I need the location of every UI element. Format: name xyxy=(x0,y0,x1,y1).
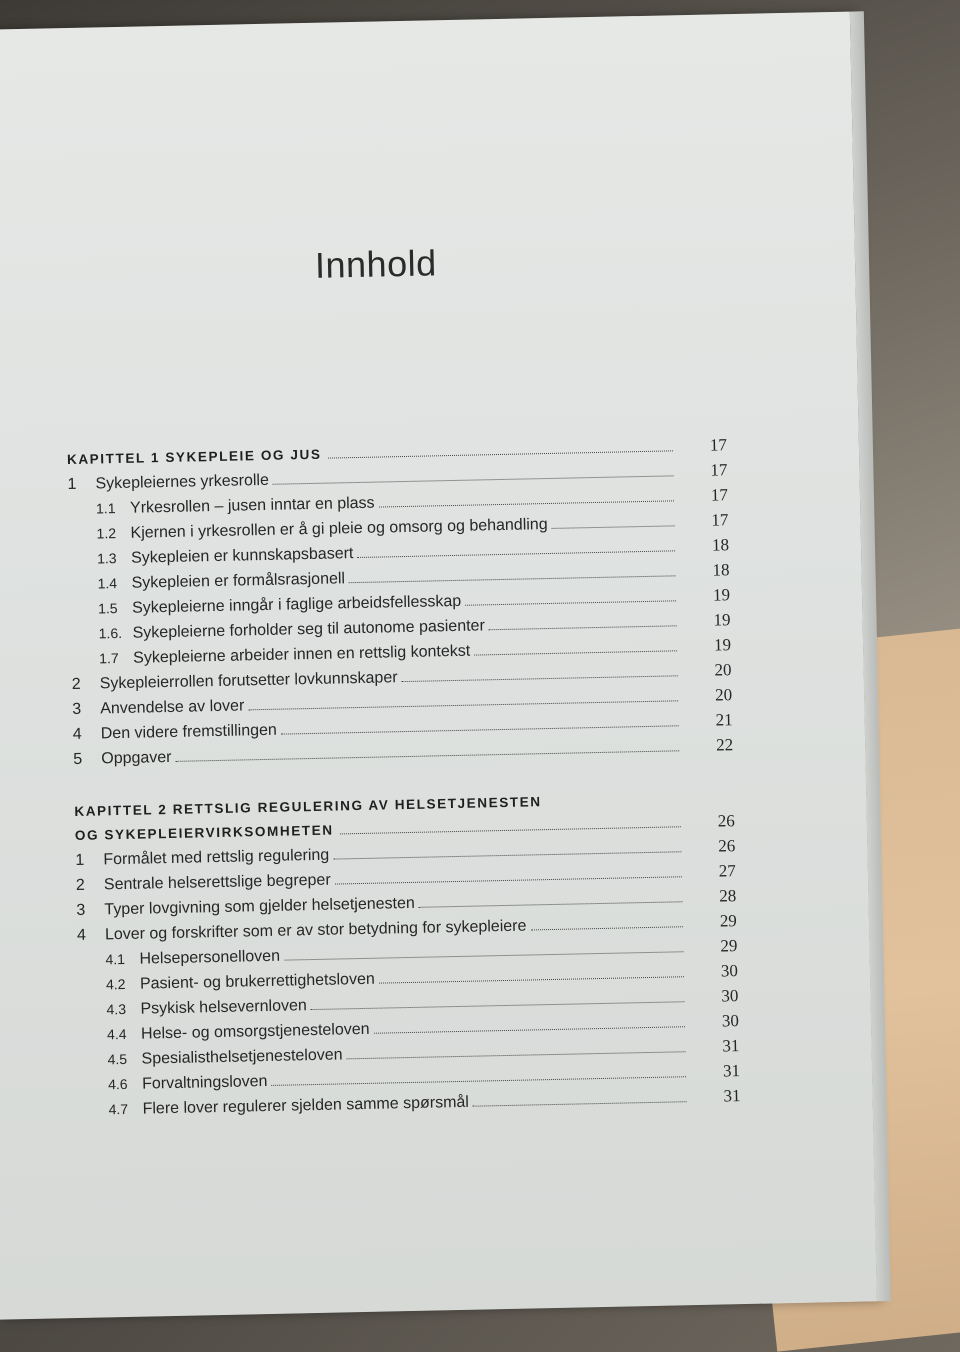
leader-dots xyxy=(333,851,681,859)
leader-dots xyxy=(347,1051,686,1059)
entry-page: 30 xyxy=(720,961,739,981)
entry-number: 1.3 xyxy=(96,550,117,567)
entry-page: 31 xyxy=(722,1061,741,1081)
entry-number: 1 xyxy=(67,475,77,494)
entry-title: Helsepersonelloven xyxy=(139,947,281,968)
leader-dots xyxy=(473,1101,687,1106)
entry-page: 22 xyxy=(715,735,734,755)
leader-dots xyxy=(281,725,679,734)
entry-page: 30 xyxy=(721,986,739,1006)
entry-title: Sykepleien er formålsrasjonell xyxy=(131,570,346,592)
entry-number: 1.1 xyxy=(95,500,116,517)
entry-title: Sykepleiernes yrkesrolle xyxy=(95,471,270,493)
entry-title: Sykepleierne arbeider innen en rettslig kontekst xyxy=(133,642,471,667)
chapter-1-heading: KAPITTEL 1 SYKEPLEIE OG JUS xyxy=(66,446,322,468)
leader-dots xyxy=(465,600,676,605)
entry-number: 2 xyxy=(71,675,81,694)
entry-number: 1.6. xyxy=(98,624,123,642)
entry-number: 1.7 xyxy=(99,650,119,667)
entry-number: 1.5 xyxy=(97,600,118,617)
entry-page: 30 xyxy=(721,1011,740,1031)
chapter-2-heading-line1: KAPITTEL 2 RETTSLIG REGULERING AV HELSETJENESTEN xyxy=(74,794,542,819)
entry-page: 18 xyxy=(711,535,730,555)
chapter-2-entries xyxy=(75,834,741,1123)
entry-number: 5 xyxy=(73,750,83,768)
entry-page: 27 xyxy=(718,861,736,881)
leader-dots xyxy=(311,1001,685,1010)
chapter-2-page: 26 xyxy=(717,811,735,831)
entry-number: 4.4 xyxy=(106,1025,127,1043)
leader-dots xyxy=(419,901,683,908)
leader-dots xyxy=(335,876,682,884)
entry-number: 4.6 xyxy=(107,1075,128,1093)
entry-page: 17 xyxy=(710,460,728,480)
entry-page: 20 xyxy=(714,685,733,705)
entry-number: 1.4 xyxy=(97,575,118,592)
entry-title: Sentrale helserettslige begreper xyxy=(103,871,331,894)
leader-dots xyxy=(374,1026,685,1034)
entry-number: 3 xyxy=(72,700,82,719)
entry-title: Sykepleierne inngår i faglige arbeidsfellesskap xyxy=(131,592,462,617)
entry-page: 19 xyxy=(713,635,732,655)
table-of-contents xyxy=(67,434,741,1123)
leader-dots xyxy=(340,826,681,834)
entry-title: Kjernen i yrkesrollen er å gi pleie og omsorg og behandling xyxy=(130,516,548,542)
entry-title: Anvendelse av lover xyxy=(100,697,245,718)
entry-page: 18 xyxy=(712,560,730,580)
entry-page: 17 xyxy=(710,485,729,505)
entry-title: Flere lover regulerer sjelden samme spørsmål xyxy=(142,1093,470,1118)
leader-dots xyxy=(530,926,682,930)
entry-page: 29 xyxy=(719,911,738,931)
leader-dots xyxy=(248,700,678,710)
entry-number: 4.2 xyxy=(105,975,126,993)
entry-number: 4 xyxy=(76,926,87,944)
entry-page: 19 xyxy=(712,585,731,605)
leader-dots xyxy=(552,525,675,529)
entry-title: Typer lovgivning som gjelder helsetjenesten xyxy=(104,894,415,919)
entry-page: 21 xyxy=(715,710,733,730)
entry-title: Lover og forskrifter som er av stor betydning for sykepleiere xyxy=(104,917,527,944)
entry-title: Spesialisthelsetjenesteloven xyxy=(141,1046,343,1068)
leader-dots xyxy=(349,575,676,583)
entry-title: Forvaltningsloven xyxy=(141,1073,268,1093)
leader-dots xyxy=(328,450,673,458)
entry-page: 17 xyxy=(711,510,729,530)
book-page xyxy=(0,12,877,1320)
entry-number: 4.3 xyxy=(106,1000,127,1018)
entry-number: 1 xyxy=(75,851,85,869)
chapter-1-entries xyxy=(67,458,733,772)
leader-dots xyxy=(489,625,677,630)
entry-title: Oppgaver xyxy=(101,748,172,768)
entry-title: Yrkesrollen – jusen inntar en plass xyxy=(129,494,375,517)
entry-number: 2 xyxy=(75,876,86,894)
leader-dots xyxy=(402,675,678,682)
page-title: Innhold xyxy=(314,242,438,286)
entry-number: 3 xyxy=(76,901,86,919)
entry-title: Sykepleierne forholder seg til autonome pasienter xyxy=(132,617,485,642)
entry-page: 20 xyxy=(714,660,732,680)
entry-number: 4 xyxy=(72,725,82,744)
entry-title: Pasient- og brukerrettighetsloven xyxy=(139,970,375,993)
entry-title: Helse- og omsorgstjenesteloven xyxy=(140,1020,370,1043)
entry-page: 28 xyxy=(719,886,737,906)
leader-dots xyxy=(273,475,674,484)
chapter-1-page: 17 xyxy=(709,435,728,455)
entry-page: 31 xyxy=(722,1036,740,1056)
chapter-2-heading-line2: OG SYKEPLEIERVIRKSOMHETEN xyxy=(74,822,334,843)
leader-dots xyxy=(284,951,683,960)
leader-dots xyxy=(357,550,675,558)
entry-page: 26 xyxy=(718,836,736,856)
entry-title: Formålet med rettslig regulering xyxy=(103,846,330,869)
entry-number: 4.7 xyxy=(108,1100,129,1118)
entry-title: Den videre fremstillingen xyxy=(100,721,277,743)
entry-number: 1.2 xyxy=(96,525,117,542)
entry-number: 4.1 xyxy=(105,950,126,968)
entry-title: Sykepleien er kunnskapsbasert xyxy=(130,545,354,567)
entry-number: 4.5 xyxy=(107,1050,128,1068)
entry-page: 31 xyxy=(723,1086,741,1106)
entry-page: 29 xyxy=(720,936,738,956)
entry-page: 19 xyxy=(713,610,731,630)
entry-title: Psykisk helsevernloven xyxy=(140,997,307,1018)
leader-dots xyxy=(474,650,677,655)
leader-dots xyxy=(379,976,684,983)
leader-dots xyxy=(272,1076,687,1086)
entry-title: Sykepleierrollen forutsetter lovkunnskaper xyxy=(99,669,398,693)
leader-dots xyxy=(379,500,674,507)
